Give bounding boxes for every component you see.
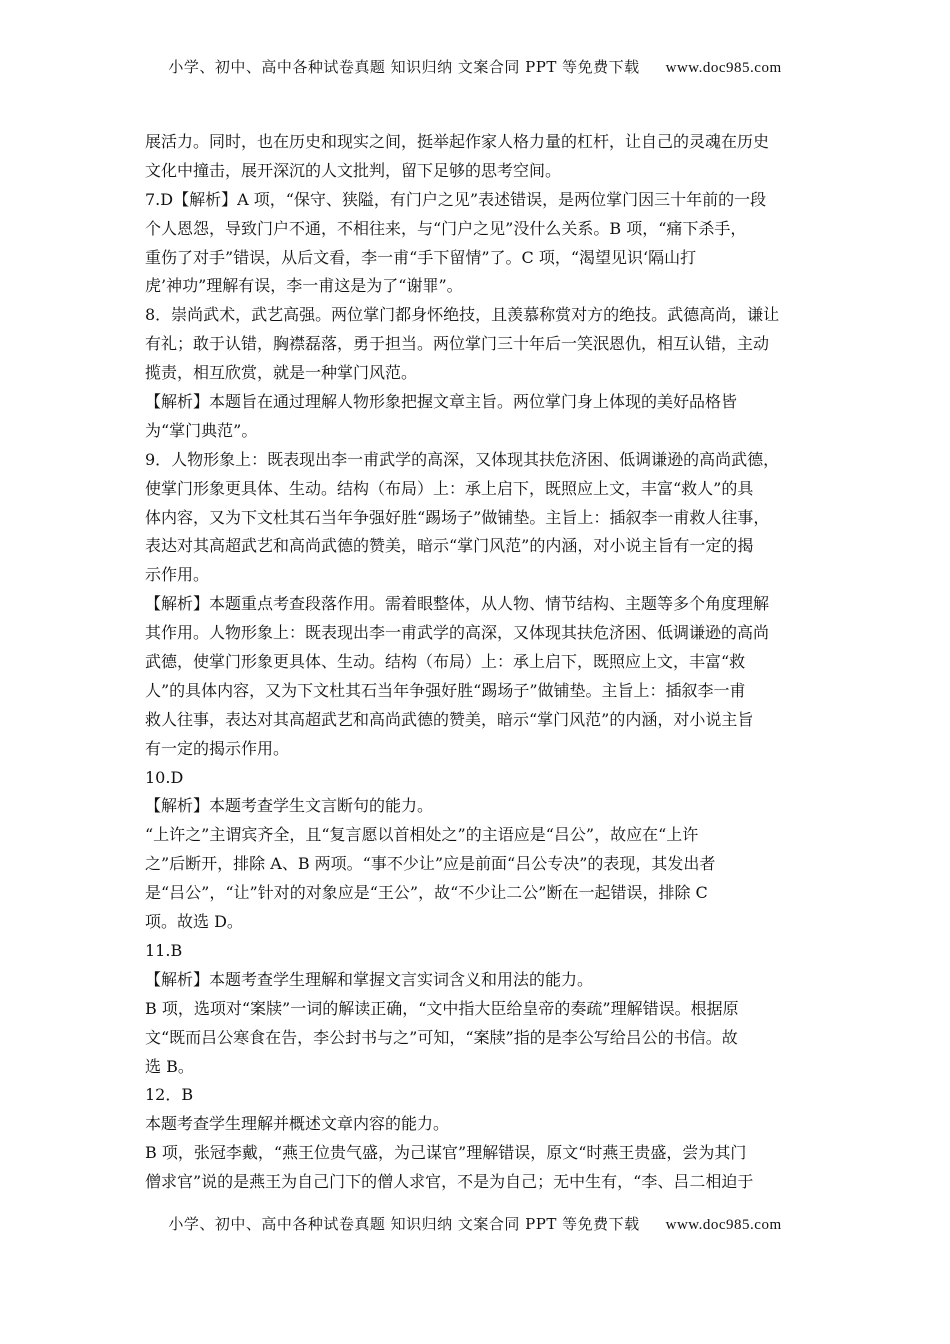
text-line: 【解析】本题重点考查段落作用。需着眼整体，从人物、情节结构、主题等多个角度理解 — [145, 594, 770, 614]
text-line: B 项，张冠李戴，“燕王位贵气盛，为己谋官”理解错误，原文“时燕王贵盛，尝为其门 — [145, 1143, 747, 1163]
footer-text: 小学、初中、高中各种试卷真题 知识归纳 文案合同 PPT 等免费下载 — [168, 1215, 640, 1233]
text-line: 示作用。 — [145, 565, 210, 585]
document-body — [145, 128, 811, 1197]
text-line: 项。故选 D。 — [145, 912, 243, 932]
text-line: “上许之”主谓宾齐全，且“复言愿以首相处之”的主语应是“吕公”，故应在“上许 — [145, 825, 699, 845]
text-line: B 项，选项对“案牍”一词的解读正确，“文中指大臣给皇帝的奏疏”理解错误。根据原 — [145, 998, 739, 1018]
text-line: 之”后断开，排除 A、B 两项。“事不少让”应是前面“吕公专决”的表现，其发出者 — [145, 854, 716, 874]
text-line: 展活力。同时，也在历史和现实之间，挺举起作家人格力量的杠杆，让自己的灵魂在历史 — [145, 132, 770, 151]
text-line: 文化中撞击，展开深沉的人文批判，留下足够的思考空间。 — [145, 160, 562, 180]
page-footer — [0, 1213, 950, 1234]
text-line: 【解析】本题考查学生文言断句的能力。 — [145, 796, 434, 816]
page-header — [0, 56, 950, 77]
text-line: 9．人物形象上：既表现出李一甫武学的高深，又体现其扶危济困、低调谦逊的高尚武德， — [145, 449, 780, 469]
text-line: 是“吕公”，“让”针对的对象应是“王公”，故“不少让二公”断在一起错误，排除 C — [145, 883, 708, 903]
text-line: 揽责，相互欣赏，就是一种掌门风范。 — [145, 363, 418, 383]
header-text: 小学、初中、高中各种试卷真题 知识归纳 文案合同 PPT 等免费下载 — [168, 58, 640, 76]
text-line: 救人往事，表达对其高超武艺和高尚武德的赞美，暗示“掌门风范”的内涵，对小说主旨 — [145, 709, 754, 729]
text-line: 个人恩怨，导致门户不通，不相往来，与“门户之见”没什么关系。B 项，“痛下杀手， — [145, 218, 747, 238]
text-line: 7.D【解析】A 项，“保守、狭隘，有门户之见”表述错误，是两位掌门因三十年前的一段 — [145, 189, 767, 209]
header-url-link[interactable]: www.doc985.com — [665, 60, 782, 76]
text-line: 为“掌门典范”。 — [145, 420, 258, 440]
text-line: 【解析】本题旨在通过理解人物形象把握文章主旨。两位掌门身上体现的美好品格皆 — [145, 392, 738, 412]
text-line: 有一定的揭示作用。 — [145, 738, 290, 758]
text-line: 体内容，又为下文杜其石当年争强好胜“踢场子”做铺垫。主旨上：插叙李一甫救人往事， — [145, 507, 770, 527]
text-line: 8．崇尚武术，武艺高强。两位掌门都身怀绝技，且羡慕称赏对方的绝技。武德高尚，谦让 — [145, 305, 780, 325]
text-line: 本题考查学生理解并概述文章内容的能力。 — [145, 1114, 450, 1134]
text-line: 虎’神功”理解有误，李一甫这是为了“谢罪”。 — [145, 276, 463, 296]
text-line: 使掌门形象更具体、生动。结构（布局）上：承上启下，既照应上文，丰富“救人”的具 — [145, 478, 754, 498]
text-line: 选 B。 — [145, 1056, 194, 1076]
text-line: 11.B — [145, 940, 183, 960]
text-line: 人”的具体内容，又为下文杜其石当年争强好胜“踢场子”做铺垫。主旨上：插叙李一甫 — [145, 680, 746, 700]
text-line: 武德，使掌门形象更具体、生动。结构（布局）上：承上启下，既照应上文，丰富“救 — [145, 652, 746, 672]
footer-url-link[interactable]: www.doc985.com — [665, 1217, 782, 1233]
text-line: 12．B — [145, 1085, 194, 1105]
text-line: 【解析】本题考查学生理解和掌握文言实词含义和用法的能力。 — [145, 969, 594, 989]
text-line: 文“既而吕公寒食在告，李公封书与之”可知，“案牍”指的是李公写给吕公的书信。故 — [145, 1027, 738, 1047]
text-line: 表达对其高超武艺和高尚武德的赞美，暗示“掌门风范”的内涵，对小说主旨有一定的揭 — [145, 536, 754, 556]
text-line: 10.D — [145, 767, 184, 787]
text-line: 重伤了对手”错误，从后文看，李一甫“手下留情”了。C 项，“渴望见识‘隔山打 — [145, 247, 697, 267]
text-line: 有礼；敢于认错，胸襟磊落，勇于担当。两位掌门三十年后一笑泯恩仇，相互认错，主动 — [145, 334, 770, 354]
text-line: 其作用。人物形象上：既表现出李一甫武学的高深，又体现其扶危济困、低调谦逊的高尚 — [145, 623, 770, 643]
text-line: 僧求官”说的是燕王为自己门下的僧人求官，不是为自己；无中生有，“李、吕二相迫于 — [145, 1172, 754, 1192]
